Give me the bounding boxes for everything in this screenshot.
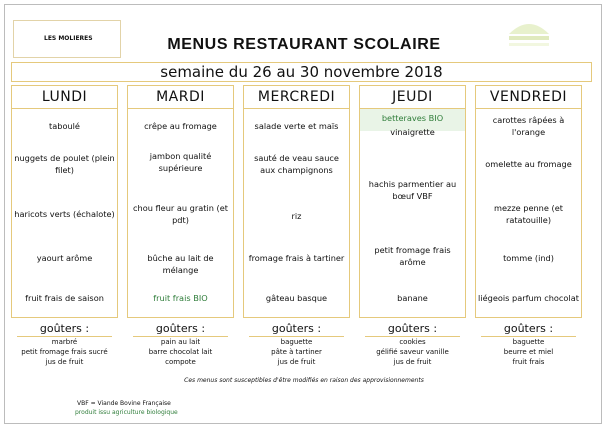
dish-main: hachis parmentier au bœuf VBF xyxy=(368,179,457,201)
day-column-lundi xyxy=(11,85,118,318)
day-name: LUNDI xyxy=(12,86,117,109)
day-name: MERCREDI xyxy=(244,86,349,109)
dish-starter: taboulé xyxy=(49,121,80,131)
snack-item: gélifié saveur vanille xyxy=(376,348,449,356)
snack-item: fruit frais xyxy=(512,358,545,366)
snack-block-lundi xyxy=(11,322,118,367)
snack-item: marbré xyxy=(51,338,78,346)
legend-vbf: VBF = Viande Bovine Française xyxy=(77,400,171,407)
supply-note: Ces menus sont susceptibles d'être modifiés en raison des approvisionnements xyxy=(184,377,424,384)
dish-starter: salade verte et maïs xyxy=(254,121,339,131)
dish-starter-bio: betteraves BIO xyxy=(381,113,444,123)
dish-main: nuggets de poulet (plein filet) xyxy=(14,153,115,175)
dish-side: haricots verts (échalote) xyxy=(14,209,115,219)
snack-block-vendredi xyxy=(475,322,582,367)
snack-block-mercredi xyxy=(243,322,350,367)
week-banner xyxy=(11,62,592,82)
day-name: VENDREDI xyxy=(476,86,581,109)
week-label: semaine du 26 au 30 novembre 2018 xyxy=(160,63,443,81)
dish-dessert: banane xyxy=(397,293,428,303)
dish-side: riz xyxy=(291,211,302,221)
dish-main: jambon qualité supérieure xyxy=(149,151,212,173)
day-column-mardi xyxy=(127,85,234,318)
snack-item: jus de fruit xyxy=(45,358,84,366)
snack-heading: goûters : xyxy=(365,322,460,337)
dish-dairy: tomme (ind) xyxy=(503,253,554,263)
snack-block-mardi xyxy=(127,322,234,367)
dish-starter: crêpe au fromage xyxy=(144,121,217,131)
snack-heading: goûters : xyxy=(133,322,228,337)
dish-dessert: liégeois parfum chocolat xyxy=(478,293,579,303)
dish-side: mezze penne (et ratatouille) xyxy=(494,203,563,225)
dish-dessert-bio: fruit frais BIO xyxy=(153,293,208,303)
snack-item: barre chocolat lait xyxy=(148,348,213,356)
dish-main: sauté de veau sauce aux champignons xyxy=(254,153,339,175)
dish-starter: carottes râpées à l'orange xyxy=(492,115,565,137)
dish-dairy: fromage frais à tartiner xyxy=(248,253,345,263)
page-title: MENUS RESTAURANT SCOLAIRE xyxy=(167,36,441,53)
snack-item: beurre et miel xyxy=(503,348,554,356)
dish-starter-dressing: vinaigrette xyxy=(390,127,435,137)
dish-dairy: bûche au lait de mélange xyxy=(147,253,214,275)
snack-heading: goûters : xyxy=(249,322,344,337)
snack-heading: goûters : xyxy=(481,322,576,337)
snack-item: compote xyxy=(165,358,196,366)
day-column-vendredi xyxy=(475,85,582,318)
snack-item: pâte à tartiner xyxy=(271,348,322,356)
snack-item: baguette xyxy=(280,338,313,346)
day-column-jeudi xyxy=(359,85,466,318)
snack-item: petit fromage frais sucré xyxy=(21,348,108,356)
day-name: JEUDI xyxy=(360,86,465,109)
snack-item: pain au lait xyxy=(160,338,201,346)
snack-block-jeudi xyxy=(359,322,466,367)
day-name: MARDI xyxy=(128,86,233,109)
dish-dairy: petit fromage frais arôme xyxy=(374,245,451,267)
snack-item: baguette xyxy=(512,338,545,346)
snack-item: jus de fruit xyxy=(393,358,432,366)
dish-side: chou fleur au gratin (et pdt) xyxy=(133,203,228,225)
dish-dairy: yaourt arôme xyxy=(36,253,93,263)
dish-main: omelette au fromage xyxy=(485,159,572,169)
snack-heading: goûters : xyxy=(17,322,112,337)
dish-dessert: fruit frais de saison xyxy=(25,293,104,303)
dish-dessert: gâteau basque xyxy=(265,293,328,303)
snack-item: jus de fruit xyxy=(277,358,316,366)
day-column-mercredi xyxy=(243,85,350,318)
snack-item: cookies xyxy=(399,338,426,346)
legend-bio: produit issu agriculture biologique xyxy=(75,409,178,416)
school-name: LES MOLIERES xyxy=(44,35,93,42)
